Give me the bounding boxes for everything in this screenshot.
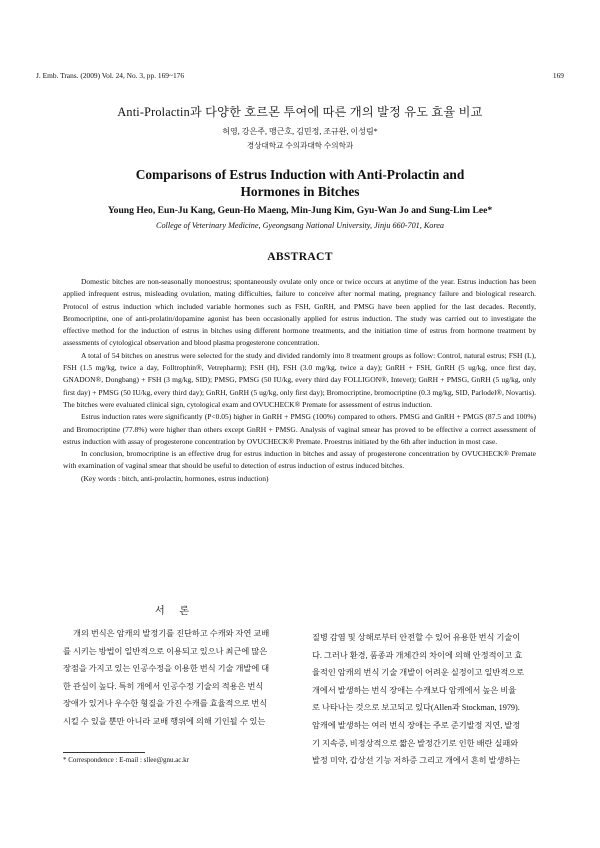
keywords: (Key words : bitch, anti-prolactin, hormones, estrus induction) [81,473,269,483]
body-line: 암캐에 발생하는 여러 번식 장애는 주로 준기발정 지연, 발정 [312,720,521,730]
body-line: 기 지속증, 비정상적으로 짧은 발정간기로 인한 배란 실패와 [312,738,519,748]
abstract-body [63,276,536,485]
body-line: 로 나타나는 것으로 보고되고 있다(Allen과 Stockman, 1979). [312,703,520,713]
abstract-paragraph: In conclusion, bromocriptine is an effective drug for estrus induction in bitches and assay of progesterone concentration by OVUCHECK® Premate with examination of vaginal smear that should be useful to detection of estrus induction of estrus induced bitches. [63,449,536,471]
abstract-paragraph: Estrus induction rates were significantly (P<0.05) higher in GnRH + PMSG (100%) compared to others. PMSG and GnRH + PMGS (87.5 and 100%) and Bromocriptine (77.8%) were higher than others except GnRH + PMSG. Analysis of vaginal smear has proved to be effective a correct assessment of estrus induction with assay of progesterone concentration by OVUCHECK® Premate. Proestrus initiated by the 6th after induction in most case. [63,412,536,446]
body-line: 질병 감염 및 상해로부터 안전할 수 있어 유용한 번식 기술이 [312,633,521,642]
footnote-rule [63,752,145,753]
english-affiliation: College of Veterinary Medicine, Gyeongsang National University, Jinju 660-701, Korea [155,221,445,230]
english-title [40,166,560,200]
left-column [63,625,287,731]
body-line: 발정 미약, 갑상선 기능 저하증 그리고 개에서 흔히 발생하는 [312,756,521,766]
body-line: 한 관심이 높다. 특히 개에서 인공수정 기술의 적용은 번식 [63,681,264,691]
abstract-paragraph: Domestic bitches are non-seasonally monoestrus; spontaneously ovulate only once or twice occurs at anytime of the year. Estrus induction has been applied infrequent estrus, misleading ovulation, mating difficulties, failure to conceive after normal mating, pregnancy failure and biological research. Protocol of estrus induction which included variable hormones such as FSH, GnRH, and PMSG have been applied for the last decades. Recently, Bromocriptine, one of anti-prolatin/dopamine agonist has been occasionally applied for estrus induction. The study was carried out to investigate the effective method for the induction of estrus in bitches using different hormone treatments, and the initiation time of estrus from hormone treatment by assessments of cytological observation and blood plasma progesterone concentration. [63,277,536,348]
korean-affiliation: 경상대학교 수의과대학 수의학과 [246,141,354,150]
body-line: 장애가 있거나 우수한 형질을 가진 수캐를 효율적으로 번식 [63,699,268,709]
running-header [36,71,564,83]
right-column [312,629,537,770]
body-line: 장점을 가지고 있는 인공수정을 이용한 번식 기술 개발에 대 [63,664,270,674]
english-title-line: Comparisons of Estrus Induction with Anti-Prolactin and [135,167,465,182]
korean-title: Anti-Prolactin과 다양한 호르몬 투여에 따른 개의 발정 유도 효율 비교 [117,105,483,119]
section-heading-introduction: 서 론 [154,606,196,617]
correspondence-footnote: * Correspondence : E-mail : sllee@gnu.ac.kr [63,756,189,764]
english-authors: Young Heo, Eun-Ju Kang, Geun-Ho Maeng, Min-Jung Kim, Gyu-Wan Jo and Sung-Lim Lee* [107,205,493,216]
body-line: 율적인 암캐의 번식 기술 개발이 어려운 실정이고 일반적으로 [312,668,525,678]
page-number: 169 [552,71,564,80]
body-line: 개의 번식은 암캐의 발정기를 진단하고 수캐와 자연 교배 [73,629,270,638]
english-title-line: Hormones in Bitches [240,184,360,199]
body-line: 다. 그러나 환경, 품종과 개체간의 차이에 의해 안정적이고 효 [312,650,523,660]
body-line: 개에서 발생하는 번식 장애는 수캐보다 암캐에서 높은 비율 [312,685,517,695]
body-line: 시킬 수 있을 뿐만 아니라 교배 행위에 의해 기인될 수 있는 [63,716,266,726]
abstract-paragraph: A total of 54 bitches on anestrus were selected for the study and divided randomly into 8 treatment groups as follow: Control, natural estrus; FSH (L), FSH (1.5 mg/kg, twice a day, Folltrophin®, Vetrepharm); FSH (H), FSH (3.0 mg/kg, twice a day); GnRH + FSH, GnRH (5 ug/kg, once first day, GNADON®, Dongbang) + FSH (3 mg/kg, SID); PMSG, PMSG (50 IU/kg, every third day FOLLIGON®, Intevet); GnRH + PMSG, GnRH (5 ug/kg, only first day) + PMSG (50 IU/kg, every third day); GnRH, GnRH (5 ug/kg, only first day); Bromocriptine, bromocriptine (0.3 mg/kg, SID, Parlodel®, Novartis). The bitches were evaluated clinical sign, cytological exam and OVUCHECK® Premate for assessment of estrus induction. [63,350,536,409]
abstract-heading: ABSTRACT [267,250,333,263]
journal-citation: J. Emb. Trans. (2009) Vol. 24, No. 3, pp. 169~176 [36,71,185,80]
korean-authors: 허영, 강은주, 맹근호, 김민정, 조규완, 이성림* [222,127,378,136]
body-line: 를 시키는 방법이 일반적으로 이용되고 있으나 최근에 많은 [63,646,268,656]
